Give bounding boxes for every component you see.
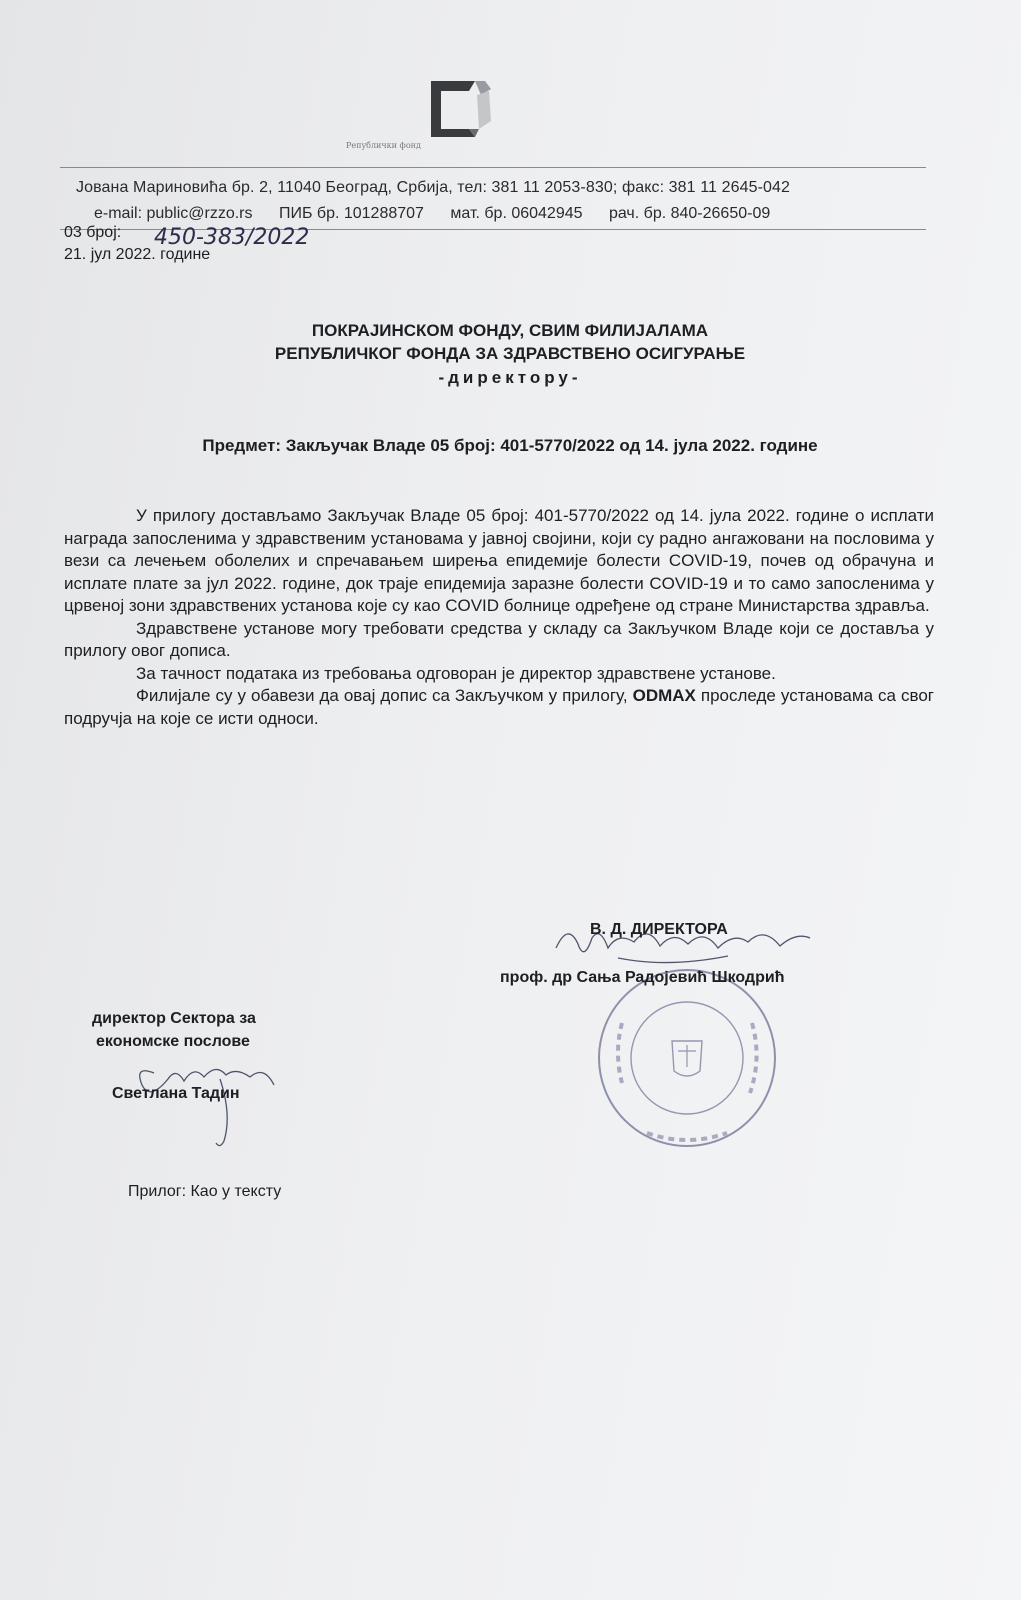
paragraph-4-emphasis: ODMAX: [632, 686, 696, 705]
mat-text: мат. бр. 06042945: [450, 205, 583, 222]
address-line: Јована Мариновића бр. 2, 11040 Београд, Србија, тел: 381 11 2053-830; факс: 381 11 2645-042: [76, 179, 790, 196]
paragraph-4-start: Филијале су у обавези да овај допис са Закључком у прилогу,: [136, 686, 633, 705]
subject-line: Предмет: Закључак Владе 05 број: 401-5770/2022 од 14. јула 2022. године: [202, 436, 818, 455]
body-paragraph-4: [64, 685, 934, 730]
handwritten-number-text: 450-383/2022: [154, 225, 310, 250]
addressee-line-2: РЕПУБЛИЧКОГ ФОНДА ЗА ЗДРАВСТВЕНО ОСИГУРАЊЕ: [274, 344, 746, 363]
reference-number-label: 03 број:: [64, 224, 122, 241]
header-rule-top: [60, 167, 926, 168]
body-paragraph-2: Здравствене установе могу требовати средства у складу са Закључком Владе који се доставља у прилогу овог дописа.: [64, 618, 934, 660]
sector-title-line-2: економске послове: [96, 1033, 250, 1050]
official-stamp: [592, 963, 782, 1153]
body-paragraph-1: У прилогу достављамо Закључак Владе 05 број: 401-5770/2022 од 14. јула 2022. године о исплати награда запосленима у здравственим установама у јавној својини, који су радно ангажовани на пословима у вези са лечењем оболелих и спречавањем ширења епидемије болести COVID-19, почев од обрачуна и исплате плате за јул 2022. године, док траје епидемија заразне болести COVID-19 и то само запосленима у црвеној зони здравствених установа које су као COVID болнице одређене од стране Министарства здравља.: [64, 506, 934, 615]
account-text: рач. бр. 840-26650-09: [608, 205, 771, 222]
body-paragraph-3: За тачност података из требовања одговоран је директор здравствене установе.: [136, 663, 776, 683]
document-date: 21. јул 2022. године: [64, 246, 211, 263]
pib-text: ПИБ бр. 101288707: [278, 205, 424, 222]
fund-logo: [425, 75, 505, 143]
director-name: проф. др Сања Радојевић Шкодрић: [500, 969, 785, 986]
sector-director-name: Светлана Тадин: [112, 1085, 240, 1102]
sector-title-line-1: директор Сектора за: [92, 1010, 256, 1027]
attachment-note: Прилог: Као у тексту: [128, 1183, 282, 1200]
addressee-line-3: -директору-: [438, 368, 582, 387]
letter-body: [64, 505, 934, 730]
paragraph-4-end: проследе установама са свог подручја на које се исти односи.: [64, 686, 934, 728]
email-text: e-mail: public@rzzo.rs: [94, 205, 253, 222]
director-title: В. Д. ДИРЕКТОРА: [590, 921, 728, 938]
addressee-line-1: ПОКРАЈИНСКОМ ФОНДУ, СВИМ ФИЛИЈАЛАМА: [311, 321, 709, 340]
logo-caption: Републички фонд: [346, 141, 421, 150]
